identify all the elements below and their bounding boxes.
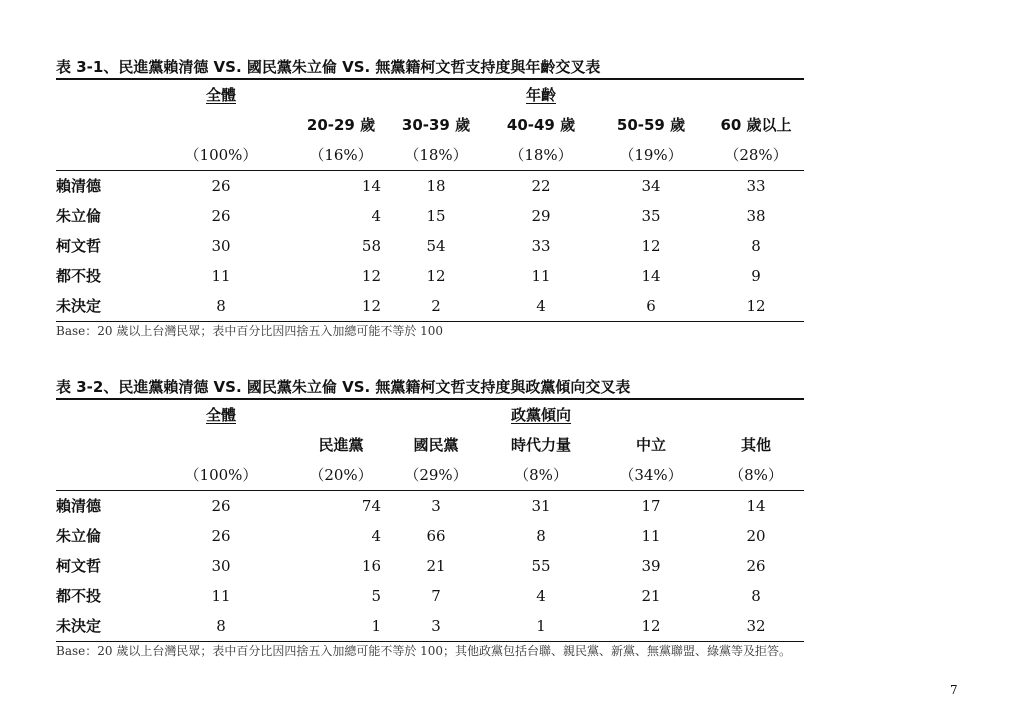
value-cell: 55 [531,557,551,575]
value-cell: 12 [361,297,381,315]
value-cell: 15 [426,207,446,225]
value-cell: 34 [641,177,661,195]
value-cell: 17 [641,497,661,515]
column-header: 時代力量 [510,436,571,454]
value-cell: 7 [431,587,441,605]
total-pct: （100%） [184,466,258,484]
value-cell: 12 [426,267,446,285]
column-header: 中立 [635,436,666,454]
total-pct: （100%） [184,146,258,164]
header-group-row [56,400,804,430]
crosstab-party [56,376,804,660]
value-cell: 18 [426,177,446,195]
column-header: 60 歲以上 [720,116,792,134]
value-cell: 54 [426,237,446,255]
row-label: 柯文哲 [56,557,102,575]
total-cell: 8 [216,297,226,315]
column-header: 其他 [740,436,771,454]
table-row [56,201,804,231]
table-row [56,491,804,521]
column-pct: （18%） [509,146,573,164]
value-cell: 4 [371,527,381,545]
table-row [56,171,804,201]
row-label: 朱立倫 [56,527,102,545]
table-row [56,261,804,291]
value-cell: 39 [641,557,661,575]
table-row [56,581,804,611]
crosstab-age [56,56,804,340]
percentage-row [56,460,804,491]
group-header: 政黨傾向 [510,406,571,424]
value-cell: 2 [431,297,441,315]
row-label: 賴清德 [56,177,102,195]
value-cell: 14 [361,177,381,195]
value-cell: 33 [746,177,766,195]
column-header: 50-59 歲 [616,116,686,134]
table-row [56,551,804,581]
table-row [56,611,804,641]
value-cell: 1 [536,617,546,635]
table-note: Base：20 歲以上台灣民眾；表中百分比因四捨五入加總可能不等於 100；其他政黨包括台聯、親民黨、新黨、無黨聯盟、綠黨等及拒答。 [56,644,792,658]
value-cell: 22 [531,177,551,195]
column-header: 民進黨 [318,436,364,454]
total-cell: 11 [211,267,231,285]
value-cell: 21 [641,587,661,605]
row-label: 未決定 [56,297,102,315]
value-cell: 26 [746,557,766,575]
total-cell: 30 [211,557,231,575]
table-row [56,291,804,321]
total-header: 全體 [205,86,236,104]
row-label: 柯文哲 [56,237,102,255]
column-header: 國民黨 [413,436,459,454]
table-note: Base：20 歲以上台灣民眾；表中百分比因四捨五入加總可能不等於 100 [56,324,444,338]
value-cell: 11 [531,267,551,285]
column-pct: （18%） [404,146,468,164]
total-cell: 26 [211,207,231,225]
value-cell: 8 [751,237,761,255]
column-pct: （16%） [309,146,373,164]
total-cell: 30 [211,237,231,255]
table-caption: 表 3-1、民進黨賴清德 VS. 國民黨朱立倫 VS. 無黨籍柯文哲支持度與年齡交叉表 [56,56,804,80]
value-cell: 16 [361,557,381,575]
column-header-row [56,110,804,140]
table-body [56,491,804,642]
value-cell: 14 [641,267,661,285]
header-group-row [56,80,804,110]
value-cell: 12 [641,237,661,255]
value-cell: 12 [641,617,661,635]
table-caption: 表 3-2、民進黨賴清德 VS. 國民黨朱立倫 VS. 無黨籍柯文哲支持度與政黨傾向交叉表 [56,376,804,400]
value-cell: 5 [371,587,381,605]
value-cell: 20 [746,527,766,545]
total-cell: 26 [211,527,231,545]
value-cell: 66 [426,527,446,545]
column-header: 30-39 歲 [401,116,471,134]
column-pct: （29%） [404,466,468,484]
value-cell: 38 [746,207,766,225]
value-cell: 12 [361,267,381,285]
column-pct: （19%） [619,146,683,164]
value-cell: 11 [641,527,661,545]
column-pct: （20%） [309,466,373,484]
value-cell: 6 [646,297,656,315]
value-cell: 35 [641,207,661,225]
percentage-row [56,140,804,171]
value-cell: 8 [536,527,546,545]
row-label: 朱立倫 [56,207,102,225]
column-header-row [56,430,804,460]
total-cell: 11 [211,587,231,605]
value-cell: 32 [746,617,766,635]
table-row [56,231,804,261]
table-body [56,171,804,322]
value-cell: 1 [371,617,381,635]
row-label: 未決定 [56,617,102,635]
table-row [56,521,804,551]
column-pct: （28%） [724,146,788,164]
column-pct: （8%） [514,466,568,484]
column-header: 40-49 歲 [506,116,576,134]
value-cell: 3 [431,617,441,635]
row-label: 都不投 [56,587,102,605]
total-cell: 8 [216,617,226,635]
column-header: 20-29 歲 [306,116,376,134]
value-cell: 31 [531,497,551,515]
value-cell: 4 [536,297,546,315]
value-cell: 4 [371,207,381,225]
value-cell: 4 [536,587,546,605]
column-pct: （34%） [619,466,683,484]
value-cell: 33 [531,237,551,255]
page-number: 7 [950,683,958,697]
column-pct: （8%） [729,466,783,484]
total-header: 全體 [205,406,236,424]
value-cell: 9 [751,267,761,285]
value-cell: 74 [361,497,381,515]
row-label: 賴清德 [56,497,102,515]
value-cell: 21 [426,557,446,575]
value-cell: 29 [531,207,551,225]
value-cell: 12 [746,297,766,315]
total-cell: 26 [211,177,231,195]
value-cell: 8 [751,587,761,605]
group-header: 年齡 [525,86,556,104]
value-cell: 58 [361,237,381,255]
value-cell: 3 [431,497,441,515]
total-cell: 26 [211,497,231,515]
row-label: 都不投 [56,267,102,285]
value-cell: 14 [746,497,766,515]
